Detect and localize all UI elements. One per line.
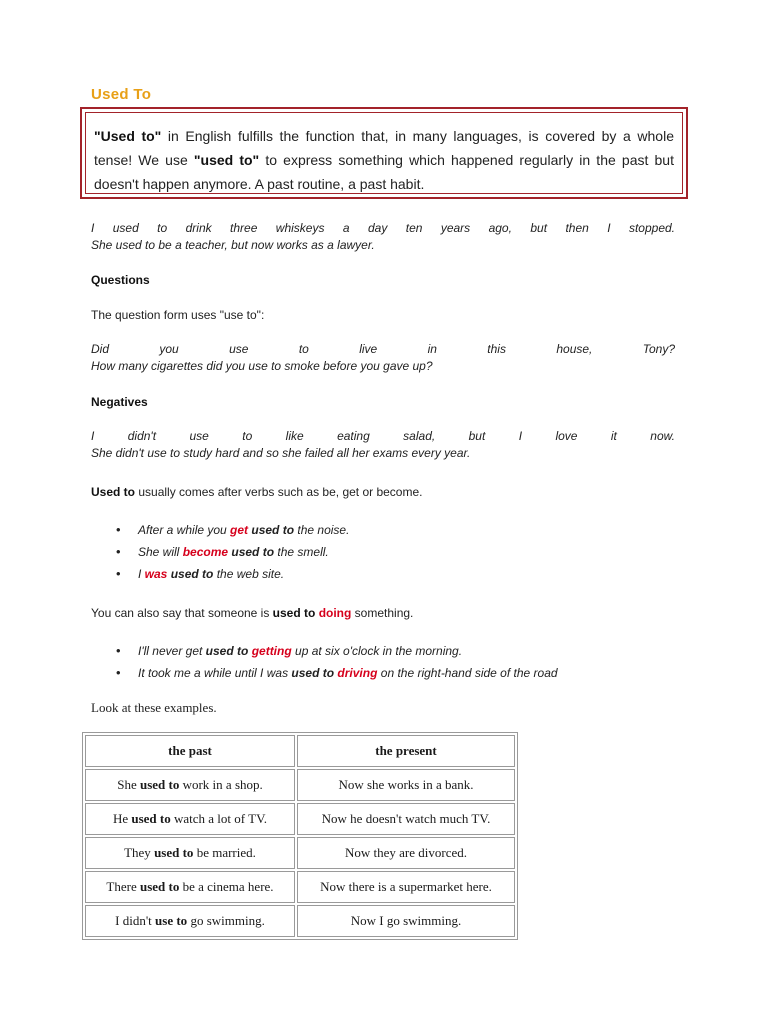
table-row [85,871,515,903]
page-title: Used To [91,86,152,103]
table-row [85,803,515,835]
intro-box [80,107,688,199]
cell-text: go swimming. [187,913,265,928]
used-to-bold: used to [154,845,194,860]
list-item [91,541,349,563]
cell-present: Now I go swimming. [297,905,515,937]
cell-past [85,871,295,903]
used-to-bold: used to [205,644,249,658]
highlight-word: driving [337,666,378,680]
cell-text: watch a lot of TV. [170,811,268,826]
bullet-icon: • [116,522,121,537]
highlight-word: doing [318,606,352,620]
table-row [85,769,515,801]
used-to-bold: used to [228,545,275,559]
used-to-bold: used to [272,606,316,620]
table-row [85,837,515,869]
list-item [91,640,558,662]
list-item [91,563,349,585]
column-header-present: the present [297,735,515,767]
look-line: Look at these examples. [91,700,217,715]
highlight-word: getting [251,644,292,658]
bullet-text: the smell. [274,545,329,559]
highlight-word: become [182,545,229,559]
cell-present: Now he doesn't watch much TV. [297,803,515,835]
bullet-list-verbs [91,519,349,585]
negatives-examples [91,428,675,462]
verbs-line [91,485,423,499]
section-heading-questions: Questions [91,273,150,287]
intro-text [85,112,683,194]
bullet-icon: • [116,643,121,658]
used-to-bold: Used to [91,485,136,499]
used-to-bold: used to [167,567,214,581]
bullet-list-ing [91,640,558,684]
example-line: She didn't use to study hard and so she failed all her exams every year. [91,446,471,460]
doing-text: something. [351,606,414,620]
used-to-bold: used to [139,777,180,792]
highlight-word: get [230,523,249,537]
bullet-text: She will [138,545,183,559]
doing-text: You can also say that someone is [91,606,273,620]
cell-text: work in a shop. [179,777,263,792]
bullet-text: up at six o'clock in the morning. [291,644,463,658]
bullet-icon: • [116,665,121,680]
column-header-past: the past [85,735,295,767]
bullet-icon: • [116,544,121,559]
table-row [85,905,515,937]
bullet-text: the noise. [294,523,350,537]
cell-past [85,769,295,801]
bullet-text: I'll never get [138,644,206,658]
bullet-icon: • [116,566,121,581]
cell-text: be a cinema here. [179,879,274,894]
list-item [91,662,558,684]
cell-text: He [112,811,132,826]
bullet-text: I [138,567,145,581]
doing-line [91,606,413,620]
example-line: She used to be a teacher, but now works as a lawyer. [91,238,375,252]
table-header-row [85,735,515,767]
used-to-bold: used to [291,666,335,680]
cell-past [85,837,295,869]
intro-part: in English fulfills the function that, in many languages, is covered by a whole tense! We use [94,128,674,168]
intro-part: to express something which happened regularly in the past but doesn't happen anymore. A past routine, a past habit. [94,152,674,192]
cell-text: She [117,777,140,792]
questions-examples [91,341,675,375]
cell-text: They [124,845,155,860]
bullet-text: It took me a while until I was [138,666,292,680]
highlight-word: was [144,567,168,581]
used-to-bold: "Used to" [94,128,162,144]
used-to-bold: used to [139,879,180,894]
cell-present: Now she works in a bank. [297,769,515,801]
example-line: I didn't use to like eating salad, but I love it now. [91,429,675,443]
example-line: I used to drink three whiskeys a day ten years ago, but then I stopped. [91,221,675,235]
cell-text: be married. [193,845,256,860]
bullet-text: After a while you [138,523,231,537]
used-to-bold: "used to" [193,152,260,168]
cell-present: Now they are divorced. [297,837,515,869]
verbs-line-text: usually comes after verbs such as be, get or become. [135,485,423,499]
used-to-bold: used to [248,523,295,537]
used-to-bold: use to [155,913,188,928]
cell-text: I didn't [115,913,156,928]
example-line: How many cigarettes did you use to smoke before you gave up? [91,359,433,373]
cell-present: Now there is a supermarket here. [297,871,515,903]
cell-past [85,905,295,937]
list-item [91,519,349,541]
section-heading-negatives: Negatives [91,395,148,409]
comparison-table [82,732,518,940]
example-block [91,220,675,254]
cell-text: There [106,879,140,894]
cell-past [85,803,295,835]
bullet-text: the web site. [213,567,285,581]
example-line: Did you use to live in this house, Tony? [91,342,675,356]
used-to-bold: used to [131,811,171,826]
bullet-text: on the right-hand side of the road [377,666,558,680]
questions-intro: The question form uses "use to": [91,308,265,322]
